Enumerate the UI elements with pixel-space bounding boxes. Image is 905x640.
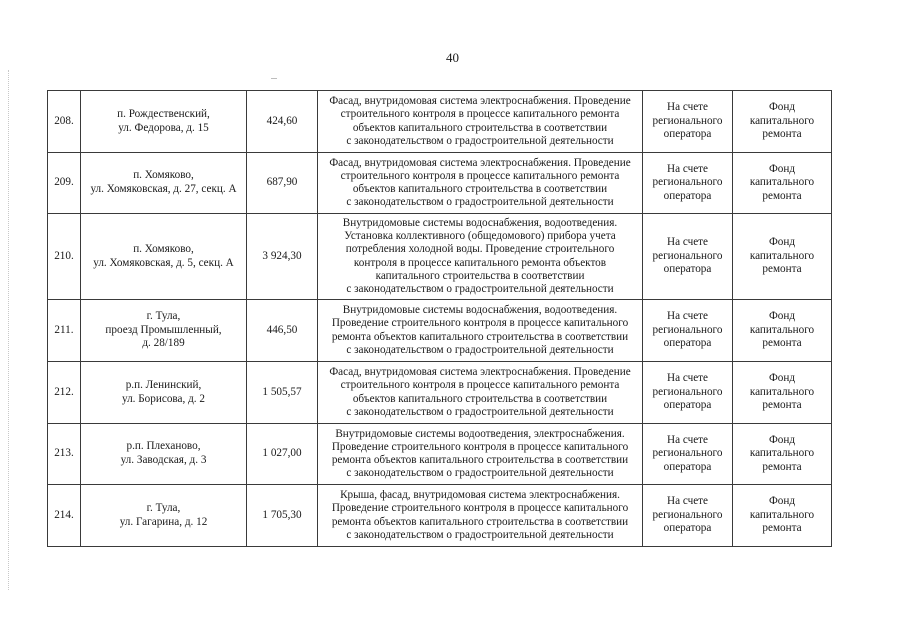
address-line: г. Тула, [146, 501, 181, 514]
table-row [48, 362, 832, 424]
works-description-cell [318, 300, 643, 362]
scan-margin-dots [8, 70, 10, 590]
address-cell [81, 362, 247, 424]
fund-line: ремонта [762, 460, 802, 473]
works-line: Внутридомовые системы водоснабжения, водоотведения. [342, 216, 618, 229]
account-line: регионального [652, 176, 723, 189]
amount-cell: 3 924,30 [247, 214, 318, 300]
address-line: ул. Борисова, д. 2 [121, 392, 205, 405]
account-line: оператора [663, 128, 712, 141]
works-line: Фасад, внутридомовая система электроснабжения. Проведение [329, 95, 631, 108]
row-number-cell: 214. [48, 485, 81, 547]
amount-cell: 1 505,57 [247, 362, 318, 424]
works-line: объектов капитального строительства в соответствии [352, 183, 608, 195]
address-line: ул. Хомяковская, д. 5, секц. А [93, 256, 234, 269]
address-line: п. Хомяково, [133, 169, 194, 182]
works-line: потребления холодной воды. Проведение строительного [345, 243, 615, 256]
row-number-cell: 208. [48, 91, 81, 153]
fund-line: Фонд [768, 495, 796, 508]
amount-cell: 446,50 [247, 300, 318, 362]
account-line: регионального [652, 114, 723, 127]
fund-line: ремонта [762, 337, 802, 350]
address-line: ул. Федорова, д. 15 [118, 121, 209, 134]
address-line: ул. Хомяковская, д. 27, секц. А [90, 183, 237, 195]
table-row [48, 153, 832, 214]
fund-line: Фонд [768, 162, 796, 175]
row-number-cell: 210. [48, 214, 81, 300]
works-line: с законодательством о градостроительной деятельности [346, 196, 614, 209]
address-cell [81, 485, 247, 547]
account-line: регионального [652, 508, 723, 521]
fund-line: капитального [749, 447, 815, 460]
amount-cell: 424,60 [247, 91, 318, 153]
address-line: п. Хомяково, [133, 242, 194, 255]
fund-line: ремонта [762, 189, 802, 202]
works-line: с законодательством о градостроительной деятельности [346, 467, 614, 480]
address-cell [81, 91, 247, 153]
account-line: регионального [652, 323, 723, 336]
address-cell [81, 300, 247, 362]
account-cell [643, 300, 733, 362]
account-cell [643, 424, 733, 485]
page-number: 40 [446, 50, 459, 65]
works-line: Фасад, внутридомовая система электроснабжения. Проведение [329, 156, 631, 169]
works-line: капитального строительства в соответствии [375, 269, 585, 282]
amount-cell: 687,90 [247, 153, 318, 214]
works-description-cell [318, 424, 643, 485]
account-line: оператора [663, 263, 712, 276]
address-line: р.п. Ленинский, [125, 378, 202, 391]
works-description-cell [318, 91, 643, 153]
fund-line: Фонд [768, 372, 796, 385]
fund-cell [733, 300, 832, 362]
table-row [48, 485, 832, 547]
account-line: На счете [666, 372, 709, 385]
address-cell [81, 153, 247, 214]
works-line: с законодательством о градостроительной деятельности [346, 282, 614, 295]
works-line: строительного контроля в процессе капитального ремонта [340, 379, 620, 392]
table-row [48, 214, 832, 300]
repair-works-table [47, 90, 832, 547]
works-line: Крыша, фасад, внутридомовая система электроснабжения. [340, 489, 620, 502]
works-description-cell [318, 153, 643, 214]
account-cell [643, 214, 733, 300]
works-line: ремонта объектов капитального строительства в соответствии [331, 330, 629, 343]
account-line: На счете [666, 162, 709, 175]
row-number-cell: 209. [48, 153, 81, 214]
fund-cell [733, 153, 832, 214]
account-line: регионального [652, 447, 723, 460]
scan-mark [271, 78, 277, 79]
fund-line: Фонд [768, 310, 796, 323]
works-line: объектов капитального строительства в соответствии [352, 392, 608, 405]
works-line: строительного контроля в процессе капитального ремонта [340, 169, 620, 182]
address-cell [81, 214, 247, 300]
fund-cell [733, 214, 832, 300]
amount-cell: 1 705,30 [247, 485, 318, 547]
fund-line: Фонд [768, 101, 796, 114]
account-line: регионального [652, 249, 723, 262]
address-line: д. 28/189 [142, 337, 185, 350]
fund-line: капитального [749, 508, 815, 521]
works-line: с законодательством о градостроительной деятельности [346, 528, 614, 541]
table-row [48, 424, 832, 485]
account-cell [643, 91, 733, 153]
table-body [48, 91, 832, 547]
works-line: с законодательством о градостроительной деятельности [346, 343, 614, 356]
works-line: ремонта объектов капитального строительства в соответствии [331, 515, 629, 528]
fund-cell [733, 424, 832, 485]
works-line: контроля в процессе капитального ремонта объектов [353, 256, 607, 269]
works-line: Внутридомовые системы водоотведения, электроснабжения. [335, 427, 625, 440]
fund-line: ремонта [762, 128, 802, 141]
fund-line: капитального [749, 176, 815, 189]
works-line: ремонта объектов капитального строительства в соответствии [331, 454, 629, 466]
address-line: ул. Заводская, д. 3 [120, 454, 207, 466]
account-line: оператора [663, 399, 712, 412]
fund-line: капитального [749, 385, 815, 398]
account-cell [643, 485, 733, 547]
works-line: с законодательством о градостроительной деятельности [346, 405, 614, 418]
address-line: проезд Промышленный, [105, 323, 222, 336]
works-line: строительного контроля в процессе капитального ремонта [340, 108, 620, 121]
works-line: Установка коллективного (общедомового) прибора учета [344, 230, 616, 243]
account-line: На счете [666, 101, 709, 114]
fund-line: капитального [749, 114, 815, 127]
account-line: оператора [663, 460, 712, 473]
row-number-cell: 211. [48, 300, 81, 362]
table-row [48, 91, 832, 153]
fund-cell [733, 485, 832, 547]
address-line: р.п. Плеханово, [126, 440, 201, 453]
fund-line: ремонта [762, 399, 802, 412]
fund-line: ремонта [762, 522, 802, 535]
account-cell [643, 362, 733, 424]
works-line: Проведение строительного контроля в процессе капитального [331, 502, 629, 515]
works-description-cell [318, 485, 643, 547]
row-number-cell: 213. [48, 424, 81, 485]
fund-line: ремонта [762, 263, 802, 276]
account-cell [643, 153, 733, 214]
fund-line: капитального [749, 249, 815, 262]
works-description-cell [318, 214, 643, 300]
row-number-cell: 212. [48, 362, 81, 424]
works-line: Проведение строительного контроля в процессе капитального [331, 440, 629, 453]
address-line: п. Рождественский, [117, 107, 210, 120]
address-cell [81, 424, 247, 485]
works-line: Внутридомовые системы водоснабжения, водоотведения. [342, 304, 618, 317]
amount-cell: 1 027,00 [247, 424, 318, 485]
works-line: Фасад, внутридомовая система электроснабжения. Проведение [329, 366, 631, 379]
account-line: На счете [666, 310, 709, 323]
address-line: г. Тула, [146, 310, 181, 323]
address-line: ул. Гагарина, д. 12 [119, 515, 208, 528]
account-line: На счете [666, 433, 709, 446]
works-line: с законодательством о градостроительной деятельности [346, 134, 614, 147]
account-line: оператора [663, 189, 712, 202]
works-line: Проведение строительного контроля в процессе капитального [331, 317, 629, 330]
fund-line: Фонд [768, 433, 796, 446]
fund-line: Фонд [768, 236, 796, 249]
fund-cell [733, 91, 832, 153]
table-row [48, 300, 832, 362]
account-line: На счете [666, 495, 709, 508]
fund-line: капитального [749, 323, 815, 336]
account-line: оператора [663, 522, 712, 535]
works-description-cell [318, 362, 643, 424]
account-line: оператора [663, 337, 712, 350]
works-line: объектов капитального строительства в соответствии [352, 121, 608, 134]
fund-cell [733, 362, 832, 424]
account-line: регионального [652, 385, 723, 398]
account-line: На счете [666, 236, 709, 249]
